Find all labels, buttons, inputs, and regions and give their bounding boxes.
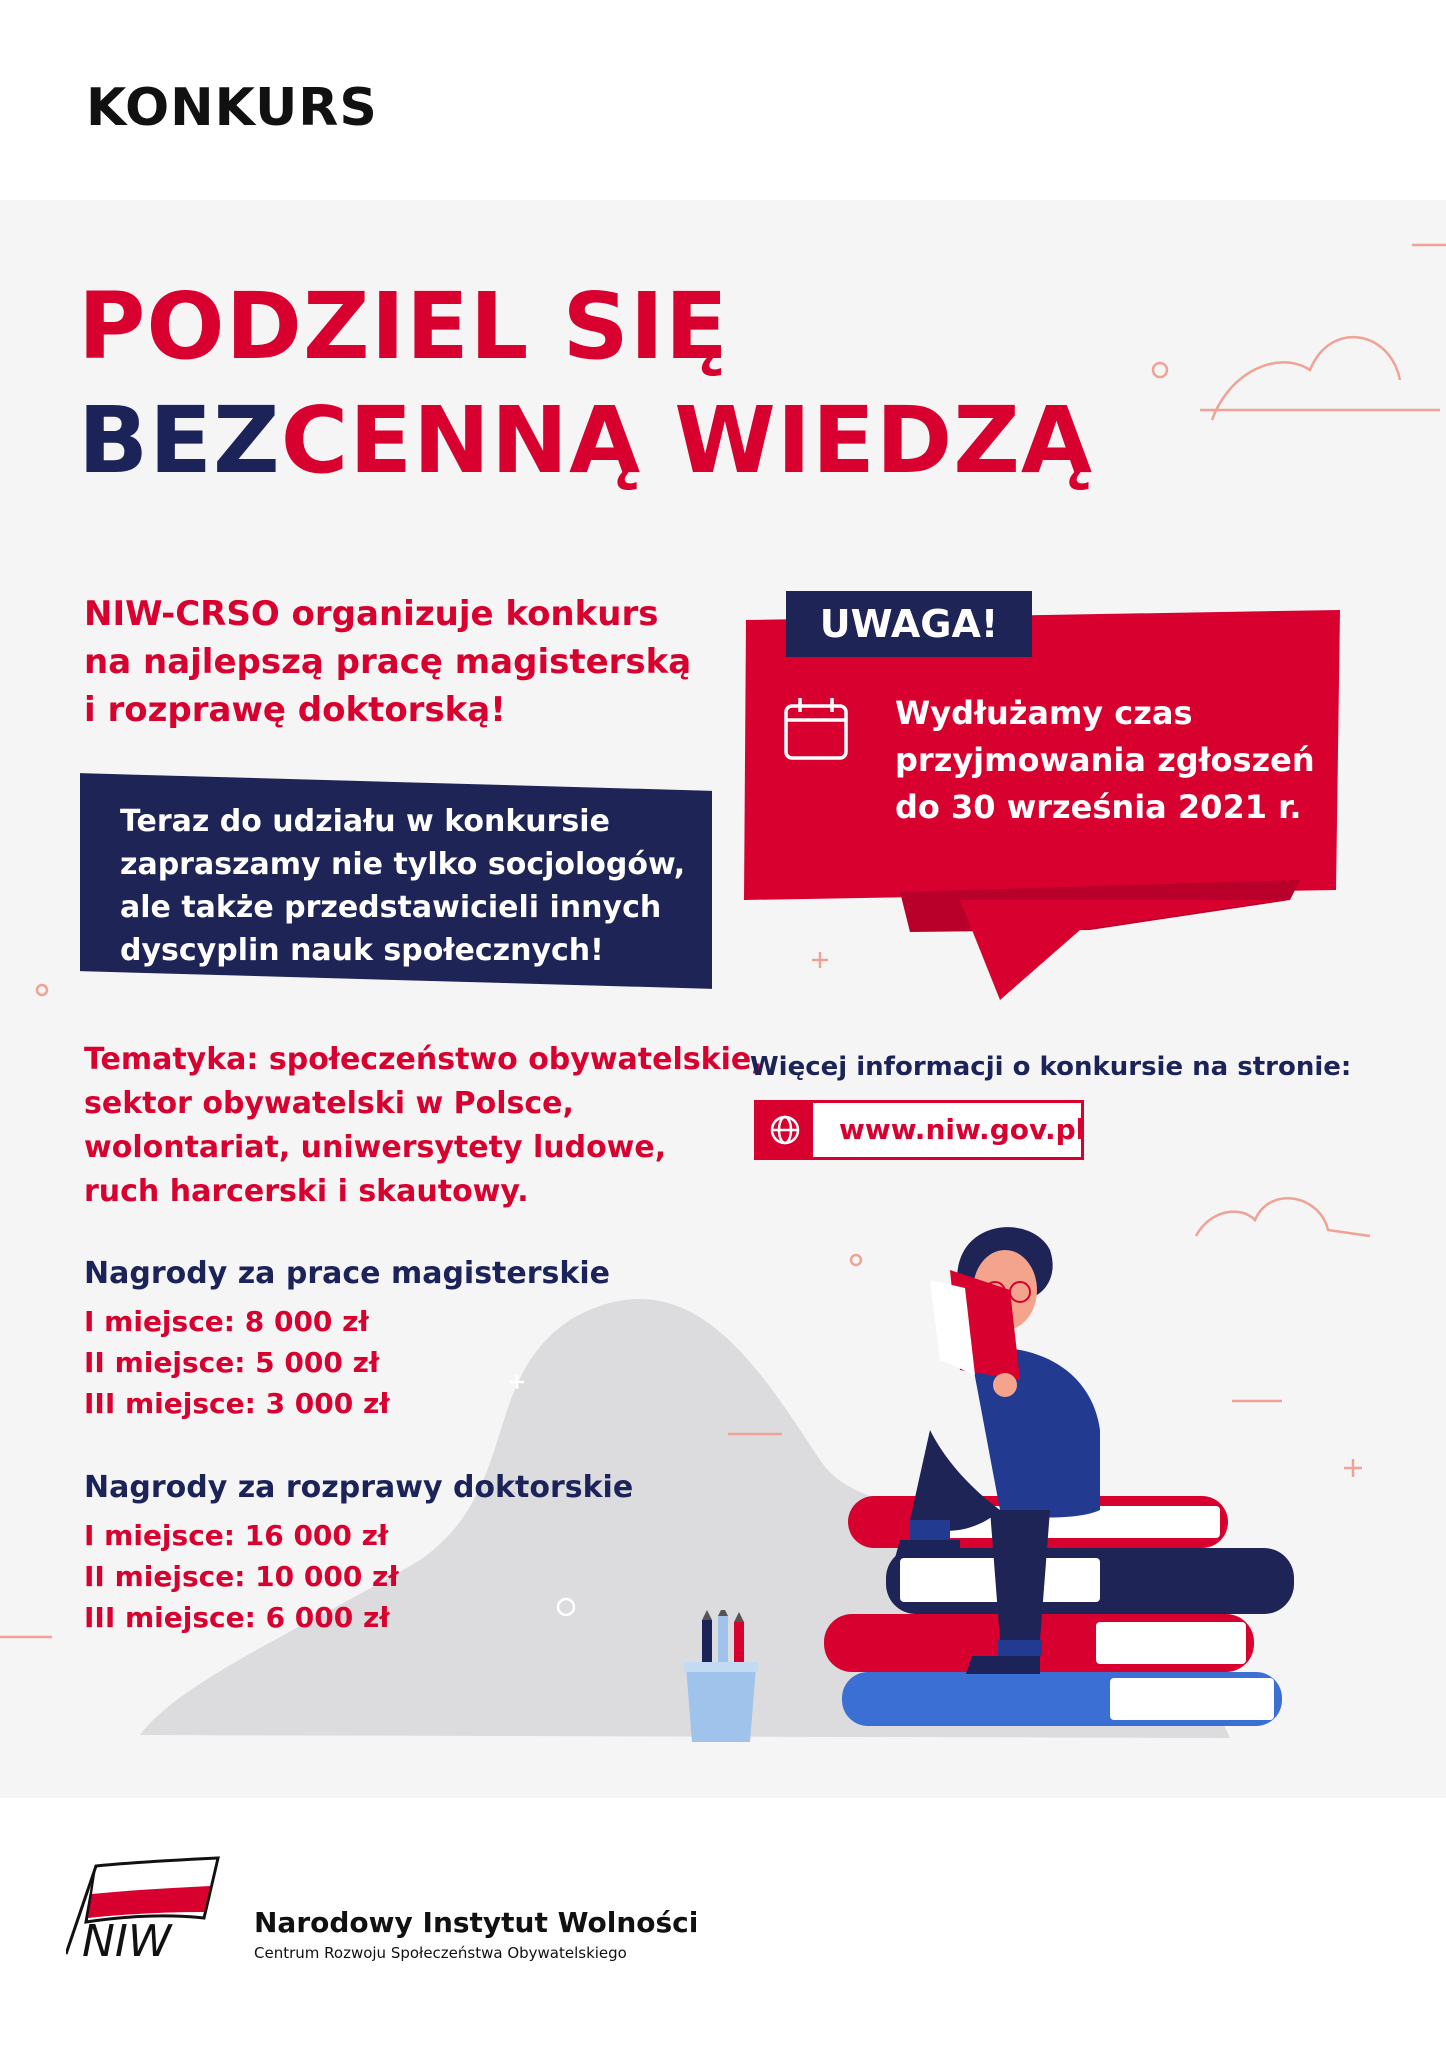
headline bbox=[78, 270, 1093, 498]
topics-line: Tematyka: społeczeństwo obywatelskie, bbox=[84, 1042, 763, 1077]
notice-line: przyjmowania zgłoszeń bbox=[895, 741, 1315, 779]
invitation-line: zapraszamy nie tylko socjologów, bbox=[120, 847, 686, 882]
headline-line1: PODZIEL SIĘ bbox=[78, 273, 729, 380]
notice-line: do 30 września 2021 r. bbox=[895, 788, 1302, 826]
prize-item: III miejsce: 6 000 zł bbox=[84, 1601, 390, 1634]
notice-text bbox=[895, 690, 1315, 831]
org-subtitle: Centrum Rozwoju Społeczeństwa Obywatelskiego bbox=[254, 1944, 627, 1962]
intro-line: na najlepszą pracę magisterską bbox=[84, 642, 692, 682]
topics-line: ruch harcerski i skautowy. bbox=[84, 1174, 529, 1209]
website-link[interactable] bbox=[754, 1100, 1084, 1160]
headline-word-red: CENNĄ WIEDZĄ bbox=[280, 387, 1094, 494]
prizes-doctoral bbox=[84, 1470, 633, 1638]
intro-text bbox=[84, 590, 691, 734]
notice-tag: UWAGA! bbox=[786, 591, 1032, 657]
calendar-icon bbox=[782, 696, 852, 762]
intro-line: NIW-CRSO organizuje konkurs bbox=[84, 594, 659, 634]
svg-text:NIW: NIW bbox=[82, 1916, 172, 1966]
prize-item: III miejsce: 3 000 zł bbox=[84, 1387, 390, 1420]
invitation-line: Teraz do udziału w konkursie bbox=[120, 804, 610, 839]
notice-line: Wydłużamy czas bbox=[895, 694, 1193, 732]
konkurs-label: KONKURS bbox=[86, 78, 378, 138]
prize-item: II miejsce: 10 000 zł bbox=[84, 1560, 399, 1593]
globe-icon bbox=[757, 1103, 813, 1157]
topics-text bbox=[84, 1038, 763, 1214]
headline-line2 bbox=[78, 384, 1093, 498]
niw-logo bbox=[66, 1856, 226, 1966]
student-reading-illustration bbox=[880, 1180, 1180, 1680]
prizes-masters bbox=[84, 1256, 610, 1424]
invitation-text bbox=[120, 800, 685, 972]
org-name: Narodowy Instytut Wolności bbox=[254, 1906, 699, 1939]
more-info-label: Więcej informacji o konkursie na stronie: bbox=[750, 1052, 1352, 1082]
headline-word-navy: BEZ bbox=[78, 387, 281, 494]
prizes-doctoral-heading: Nagrody za rozprawy doktorskie bbox=[84, 1470, 634, 1505]
prizes-masters-heading: Nagrody za prace magisterskie bbox=[84, 1256, 610, 1291]
intro-line: i rozprawę doktorską! bbox=[84, 690, 506, 730]
prize-item: I miejsce: 16 000 zł bbox=[84, 1519, 389, 1552]
invitation-line: dyscyplin nauk społecznych! bbox=[120, 933, 604, 968]
invitation-line: ale także przedstawicieli innych bbox=[120, 890, 662, 925]
pencil-cup-illustration bbox=[680, 1610, 770, 1745]
prize-item: II miejsce: 5 000 zł bbox=[84, 1346, 380, 1379]
prize-item: I miejsce: 8 000 zł bbox=[84, 1305, 369, 1338]
topics-line: sektor obywatelski w Polsce, bbox=[84, 1086, 574, 1121]
website-url[interactable]: www.niw.gov.pl bbox=[839, 1113, 1086, 1146]
topics-line: wolontariat, uniwersytety ludowe, bbox=[84, 1130, 667, 1165]
